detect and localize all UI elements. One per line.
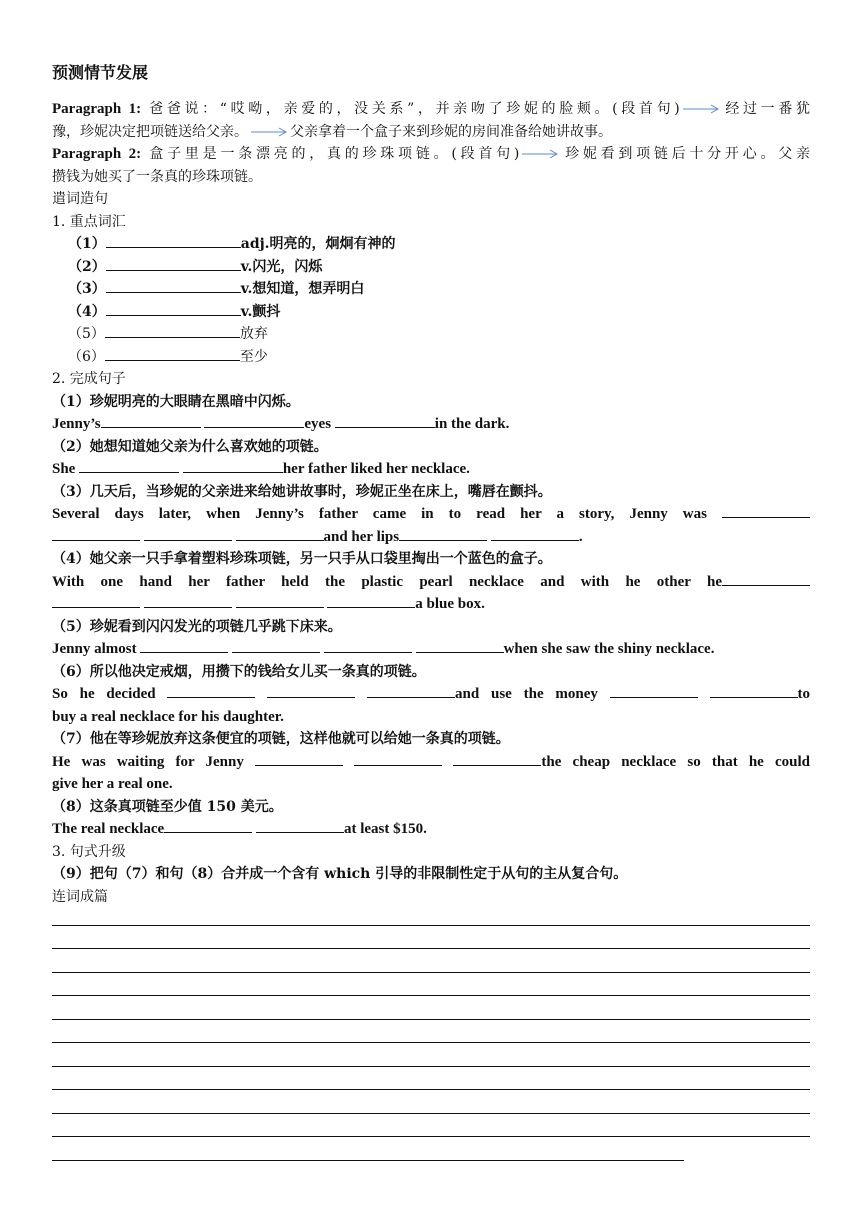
vocab-meaning: v.想知道，想弄明白 bbox=[240, 281, 365, 297]
answer-blank[interactable] bbox=[144, 593, 232, 608]
q1-text-a: Jenny’s bbox=[52, 416, 101, 432]
q5-text-b: when she saw the shiny necklace. bbox=[503, 641, 715, 657]
section-3-heading: 3. 句式升级 bbox=[52, 843, 126, 860]
question-6-chinese: （6）所以他决定戒烟，用攒下的钱给女儿买一条真的项链。 bbox=[52, 663, 426, 680]
writing-line[interactable] bbox=[52, 1090, 810, 1114]
vocab-item bbox=[52, 278, 810, 301]
answer-blank[interactable] bbox=[167, 683, 255, 698]
vocab-item bbox=[52, 323, 810, 346]
vocab-number: （5） bbox=[68, 326, 105, 342]
question-5-english bbox=[52, 638, 810, 661]
answer-blank[interactable] bbox=[354, 751, 442, 766]
paragraph-2-label: Paragraph 2: bbox=[52, 146, 142, 162]
q3-text-b: and her lips bbox=[323, 528, 400, 545]
answer-blank[interactable] bbox=[255, 751, 343, 766]
answer-blank[interactable] bbox=[236, 593, 324, 608]
vocab-meaning: adj.明亮的，炯炯有神的 bbox=[240, 236, 396, 252]
writing-line[interactable] bbox=[52, 1043, 810, 1067]
question-3-chinese: （3）几天后，当珍妮的父亲进来给她讲故事时，珍妮正坐在床上，嘴唇在颤抖。 bbox=[52, 483, 552, 500]
paragraph-1-label: Paragraph 1: bbox=[52, 101, 142, 117]
answer-blank[interactable] bbox=[710, 683, 798, 698]
section-compose-heading: 连词成篇 bbox=[52, 888, 108, 905]
vocab-blank[interactable] bbox=[106, 301, 241, 316]
answer-blank[interactable] bbox=[610, 683, 698, 698]
question-3-english-line-2 bbox=[52, 526, 810, 549]
paragraph-1-text-b: 经过一番犹 bbox=[721, 101, 810, 117]
q6-text-b: and use the money bbox=[455, 686, 598, 702]
vocab-item bbox=[52, 301, 810, 324]
section-vocab-heading: 遣词造句 bbox=[52, 191, 108, 207]
question-2-english bbox=[52, 458, 810, 481]
question-7-english-line-1 bbox=[52, 751, 810, 774]
answer-blank[interactable] bbox=[327, 593, 415, 608]
writing-line[interactable] bbox=[52, 926, 810, 950]
vocab-meaning: v.闪光，闪烁 bbox=[240, 258, 323, 275]
answer-blank[interactable] bbox=[722, 503, 810, 518]
vocab-item bbox=[52, 346, 810, 369]
vocab-meaning: 至少 bbox=[239, 348, 268, 365]
answer-blank[interactable] bbox=[183, 458, 283, 473]
q7-text-b: the cheap necklace so that he could bbox=[541, 753, 811, 770]
writing-line[interactable] bbox=[52, 949, 810, 973]
q8-text-b: at least $150. bbox=[343, 821, 427, 837]
vocab-item bbox=[52, 233, 810, 256]
paragraph-1-text-d: 父亲拿着一个盒子来到珍妮的房间准备给她讲故事。 bbox=[290, 123, 612, 140]
arrow-right-icon bbox=[521, 148, 559, 160]
page-title: 预测情节发展 bbox=[52, 63, 149, 82]
paragraph-1-line-1 bbox=[52, 98, 810, 121]
answer-blank[interactable] bbox=[256, 818, 344, 833]
question-7-english-line-2: give her a real one. bbox=[52, 776, 173, 792]
answer-blank[interactable] bbox=[144, 526, 232, 541]
vocab-blank[interactable] bbox=[106, 256, 241, 271]
writing-line[interactable] bbox=[52, 996, 810, 1020]
question-6-english-line-1 bbox=[52, 683, 810, 706]
answer-blank[interactable] bbox=[101, 413, 201, 428]
q7-text-a: He was waiting for Jenny bbox=[52, 753, 244, 770]
writing-line[interactable] bbox=[52, 1020, 810, 1044]
answer-blank[interactable] bbox=[232, 638, 320, 653]
section-1-heading: 1. 重点词汇 bbox=[52, 213, 126, 230]
question-3-english-line-1 bbox=[52, 503, 810, 526]
answer-blank[interactable] bbox=[164, 818, 252, 833]
answer-blank[interactable] bbox=[335, 413, 435, 428]
paragraph-2-text-a: 盒子里是一条漂亮的，真的珍珠项链。(段首句) bbox=[149, 146, 520, 162]
question-2-chinese: （2）她想知道她父亲为什么喜欢她的项链。 bbox=[52, 438, 328, 455]
arrow-right-icon bbox=[682, 103, 720, 115]
paragraph-2-text-b: 珍妮看到项链后十分开心。父亲 bbox=[561, 146, 810, 162]
paragraph-2-text-c: 攒钱为她买了一条真的珍珠项链。 bbox=[52, 168, 262, 185]
answer-blank[interactable] bbox=[453, 751, 541, 766]
q4-text-b: a blue box. bbox=[415, 596, 485, 612]
vocab-blank[interactable] bbox=[105, 346, 240, 361]
answer-blank[interactable] bbox=[79, 458, 179, 473]
answer-blank[interactable] bbox=[236, 526, 324, 541]
answer-blank[interactable] bbox=[399, 526, 487, 541]
question-1-english bbox=[52, 413, 810, 436]
vocab-blank[interactable] bbox=[106, 278, 241, 293]
writing-line[interactable] bbox=[52, 902, 810, 926]
answer-blank[interactable] bbox=[204, 413, 304, 428]
vocab-meaning: 放弃 bbox=[239, 326, 268, 342]
question-4-english-line-1 bbox=[52, 571, 810, 594]
answer-blank[interactable] bbox=[722, 571, 810, 586]
vocab-blank[interactable] bbox=[105, 323, 240, 338]
question-1-chinese: （1）珍妮明亮的大眼睛在黑暗中闪烁。 bbox=[52, 393, 300, 410]
vocab-number: （2） bbox=[68, 258, 106, 275]
q2-text-a: She bbox=[52, 461, 76, 477]
paragraph-1-text-a: 爸爸说：“哎呦，亲爱的，没关系”，并亲吻了珍妮的脸颊。(段首句) bbox=[149, 101, 680, 117]
vocab-number: （6） bbox=[68, 348, 105, 365]
question-4-chinese: （4）她父亲一只手拿着塑料珍珠项链，另一只手从口袋里掏出一个蓝色的盒子。 bbox=[52, 551, 552, 567]
answer-blank[interactable] bbox=[491, 526, 579, 541]
question-8-chinese: （8）这条真项链至少值 150 美元。 bbox=[52, 798, 283, 815]
vocab-item bbox=[52, 256, 810, 279]
q1-text-c: in the dark. bbox=[434, 416, 510, 432]
writing-line[interactable] bbox=[52, 1114, 810, 1138]
q3-text-end: . bbox=[578, 528, 583, 545]
q8-text-a: The real necklace bbox=[52, 821, 165, 837]
q3-text-a: Several days later, when Jenny’s father came in to read her a story, Jenny was bbox=[52, 506, 707, 522]
paragraph-2-line-2 bbox=[52, 166, 810, 189]
question-9-prompt: （9）把句（7）和句（8）合并成一个含有 which 引导的非限制性定于从句的主从复合句。 bbox=[52, 866, 628, 882]
question-5-chinese: （5）珍妮看到闪闪发光的项链几乎跳下床来。 bbox=[52, 618, 342, 635]
answer-blank[interactable] bbox=[52, 593, 140, 608]
vocab-number: （1） bbox=[68, 236, 106, 252]
answer-blank[interactable] bbox=[140, 638, 228, 653]
question-4-english-line-2 bbox=[52, 593, 810, 616]
writing-line[interactable] bbox=[52, 1137, 684, 1161]
worksheet bbox=[52, 62, 810, 1161]
q4-text-a: With one hand her father held the plastic pearl necklace and with he other he bbox=[52, 573, 722, 590]
answer-blank[interactable] bbox=[52, 526, 140, 541]
question-7-chinese: （7）他在等珍妮放弃这条便宜的项链，这样他就可以给她一条真的项链。 bbox=[52, 731, 510, 747]
paragraph-1-text-c: 豫，珍妮决定把项链送给父亲。 bbox=[52, 123, 248, 140]
answer-blank[interactable] bbox=[416, 638, 504, 653]
writing-line[interactable] bbox=[52, 1067, 810, 1091]
arrow-right-icon bbox=[250, 126, 288, 138]
vocab-meaning: v.颤抖 bbox=[240, 303, 281, 320]
q1-text-b: eyes bbox=[304, 416, 332, 432]
q6-text-c: to bbox=[797, 686, 810, 702]
answer-blank[interactable] bbox=[324, 638, 412, 653]
answer-blank[interactable] bbox=[267, 683, 355, 698]
paragraph-2-line-1 bbox=[52, 143, 810, 166]
question-8-english bbox=[52, 818, 810, 841]
vocab-number: （4） bbox=[68, 303, 106, 320]
vocab-blank[interactable] bbox=[106, 233, 241, 248]
writing-area[interactable] bbox=[52, 902, 810, 1161]
writing-line[interactable] bbox=[52, 973, 810, 997]
q5-text-a: Jenny almost bbox=[52, 641, 137, 657]
vocab-number: （3） bbox=[68, 281, 106, 297]
section-2-heading: 2. 完成句子 bbox=[52, 371, 126, 387]
question-6-english-line-2: buy a real necklace for his daughter. bbox=[52, 708, 284, 725]
q6-text-a: So he decided bbox=[52, 686, 156, 702]
q2-text-b: her father liked her necklace. bbox=[282, 461, 470, 477]
answer-blank[interactable] bbox=[367, 683, 455, 698]
paragraph-1-line-2 bbox=[52, 121, 810, 144]
